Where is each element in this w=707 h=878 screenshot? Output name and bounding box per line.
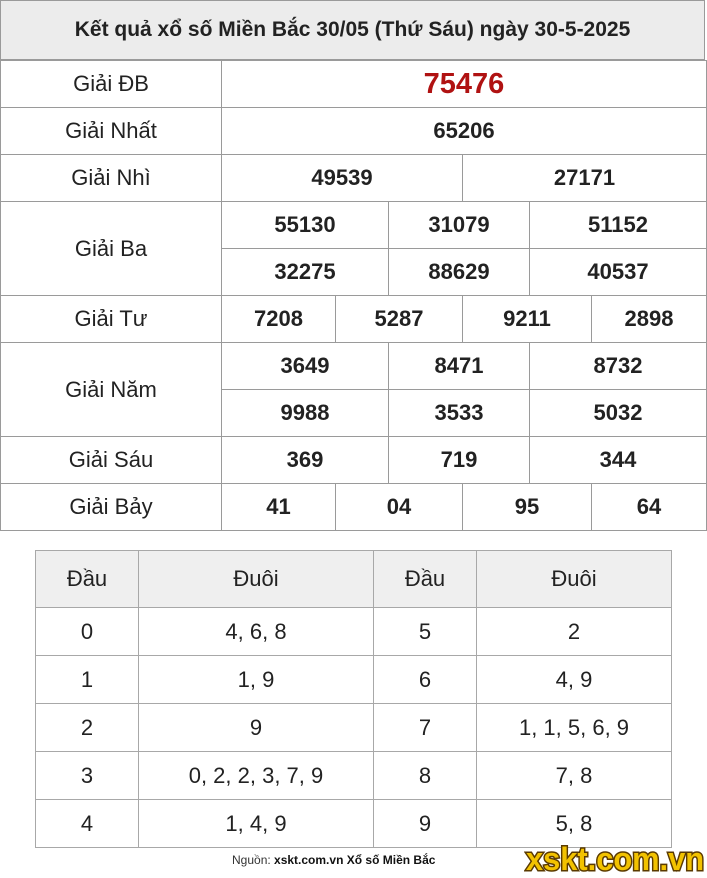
row-giai-bay — [1, 484, 707, 531]
head-digit: 1 — [36, 656, 139, 704]
prize-number: 41 — [222, 484, 336, 531]
prize-number: 95 — [463, 484, 592, 531]
prize-number: 04 — [336, 484, 463, 531]
prize-number: 7208 — [222, 296, 336, 343]
prize-label: Giải Năm — [1, 343, 222, 437]
prize-label: Giải Sáu — [1, 437, 222, 484]
head-digit: 7 — [374, 704, 477, 752]
column-header-dau: Đầu — [374, 551, 477, 608]
special-prize-number: 75476 — [222, 61, 707, 108]
head-digit: 4 — [36, 800, 139, 848]
prize-number: 9211 — [463, 296, 592, 343]
prize-number: 2898 — [592, 296, 707, 343]
prize-label: Giải Nhất — [1, 108, 222, 155]
head-digit: 8 — [374, 752, 477, 800]
prize-label: Giải Tư — [1, 296, 222, 343]
prize-number: 3649 — [222, 343, 389, 390]
prize-number: 32275 — [222, 249, 389, 296]
tail-digits: 1, 4, 9 — [139, 800, 374, 848]
prize-label: Giải Bảy — [1, 484, 222, 531]
row-giai-nam-1 — [1, 343, 707, 390]
tail-digits: 9 — [139, 704, 374, 752]
loto-header-row — [36, 551, 672, 608]
prize-label: Giải Nhì — [1, 155, 222, 202]
prize-number: 8471 — [389, 343, 530, 390]
prize-label: Giải ĐB — [1, 61, 222, 108]
column-header-dau: Đầu — [36, 551, 139, 608]
prize-number: 3533 — [389, 390, 530, 437]
column-header-duoi: Đuôi — [477, 551, 672, 608]
source-prefix: Nguồn: — [232, 853, 275, 867]
row-giai-sau — [1, 437, 707, 484]
tail-digits: 1, 9 — [139, 656, 374, 704]
prize-number: 27171 — [463, 155, 707, 202]
prize-number: 344 — [530, 437, 707, 484]
prize-number: 51152 — [530, 202, 707, 249]
prize-number: 49539 — [222, 155, 463, 202]
table-row — [36, 656, 672, 704]
prize-number: 88629 — [389, 249, 530, 296]
prize-number: 5287 — [336, 296, 463, 343]
row-giai-nhi — [1, 155, 707, 202]
column-header-duoi: Đuôi — [139, 551, 374, 608]
source-site-link[interactable]: xskt.com.vn — [274, 853, 344, 867]
head-digit: 2 — [36, 704, 139, 752]
prize-number: 719 — [389, 437, 530, 484]
row-giai-ba-1 — [1, 202, 707, 249]
head-digit: 3 — [36, 752, 139, 800]
source-credit — [232, 853, 435, 867]
prize-number: 31079 — [389, 202, 530, 249]
prize-number: 8732 — [530, 343, 707, 390]
results-table — [0, 60, 707, 531]
table-row — [36, 608, 672, 656]
loto-head-tail-table — [35, 550, 672, 848]
logo-text: xskt.com.vn — [526, 841, 704, 877]
prize-number: 55130 — [222, 202, 389, 249]
table-row — [36, 704, 672, 752]
tail-digits: 4, 6, 8 — [139, 608, 374, 656]
head-digit: 0 — [36, 608, 139, 656]
row-giai-db — [1, 61, 707, 108]
source-suffix: Xổ số Miền Bắc — [343, 853, 436, 867]
prize-number: 40537 — [530, 249, 707, 296]
row-giai-tu — [1, 296, 707, 343]
prize-label: Giải Ba — [1, 202, 222, 296]
page-title: Kết quả xổ số Miền Bắc 30/05 (Thứ Sáu) ngày 30-5-2025 — [0, 0, 705, 60]
head-digit: 5 — [374, 608, 477, 656]
tail-digits: 2 — [477, 608, 672, 656]
head-digit: 6 — [374, 656, 477, 704]
table-row — [36, 752, 672, 800]
prize-number: 5032 — [530, 390, 707, 437]
tail-digits: 4, 9 — [477, 656, 672, 704]
tail-digits: 7, 8 — [477, 752, 672, 800]
tail-digits: 0, 2, 2, 3, 7, 9 — [139, 752, 374, 800]
prize-number: 64 — [592, 484, 707, 531]
tail-digits: 5, 8 — [477, 800, 672, 848]
prize-number: 9988 — [222, 390, 389, 437]
prize-number: 65206 — [222, 108, 707, 155]
head-digit: 9 — [374, 800, 477, 848]
prize-number: 369 — [222, 437, 389, 484]
row-giai-nhat — [1, 108, 707, 155]
xskt-logo[interactable] — [524, 840, 707, 878]
tail-digits: 1, 1, 5, 6, 9 — [477, 704, 672, 752]
